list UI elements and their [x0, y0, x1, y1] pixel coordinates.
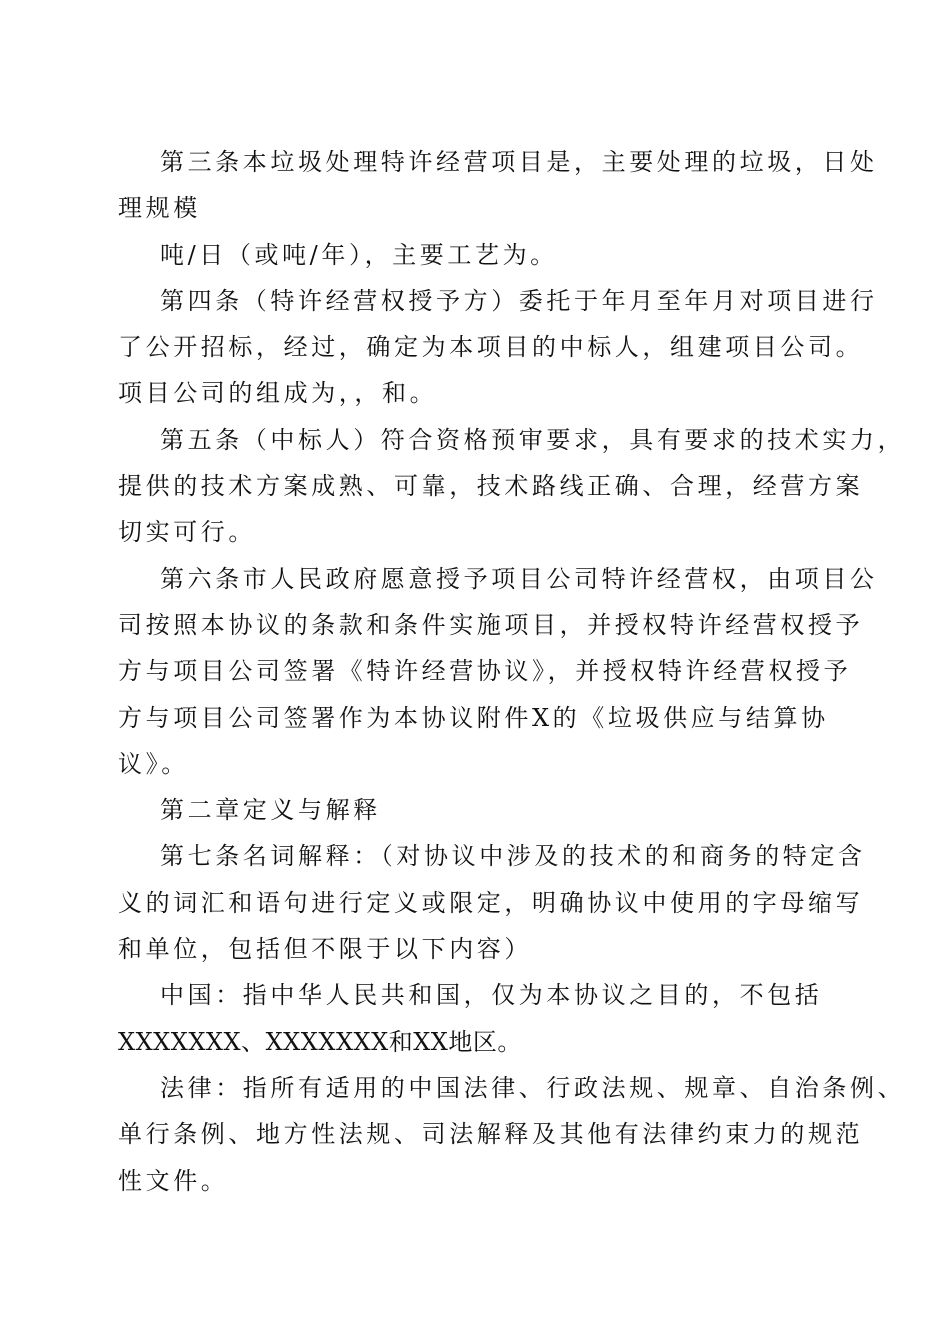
definition-law-line-1: 法律：指所有适用的中国法律、行政法规、规章、自治条例、	[160, 1073, 906, 1102]
article-3-line-1: 第三条本垃圾处理特许经营项目是，主要处理的垃圾，日处	[160, 148, 878, 176]
article-4-line-2: 了公开招标，经过，确定为本项目的中标人，组建项目公司。	[118, 333, 864, 362]
article-3-line-2: 理规模	[118, 194, 201, 223]
article-5-line-1: 第五条（中标人）符合资格预审要求，具有要求的技术实力，	[160, 425, 906, 454]
definition-law-line-3: 性文件。	[118, 1166, 229, 1195]
article-6-line-5: 议》。	[118, 749, 189, 778]
article-3-line-3: 吨/日（或吨/年），主要工艺为。	[160, 240, 558, 269]
article-5-line-3: 切实可行。	[118, 518, 256, 547]
article-4-line-3: 项目公司的组成为，，和。	[118, 379, 438, 408]
article-6-line-4: 方与项目公司签署作为本协议附件X的《垃圾供应与结算协	[118, 703, 829, 732]
article-7-line-3: 和单位，包括但不限于以下内容）	[118, 935, 532, 964]
article-6-line-3: 方与项目公司签署《特许经营协议》，并授权特许经营权授予	[118, 657, 852, 686]
definition-china-line-2: XXXXXXX、XXXXXXX和XX地区。	[118, 1027, 522, 1056]
chapter-2-heading: 第二章定义与解释	[160, 796, 381, 825]
article-7-line-1: 第七条名词解释：（对协议中涉及的技术的和商务的特定含	[160, 842, 866, 871]
article-6-line-1: 第六条市人民政府愿意授予项目公司特许经营权，由项目公	[160, 564, 878, 593]
article-4-line-1: 第四条（特许经营权授予方）委托于年月至年月对项目进行	[160, 286, 878, 315]
article-6-line-2: 司按照本协议的条款和条件实施项目，并授权特许经营权授予	[118, 610, 864, 639]
definition-law-line-2: 单行条例、地方性法规、司法解释及其他有法律约束力的规范	[118, 1120, 864, 1149]
document-body	[118, 139, 906, 1204]
article-5-line-2: 提供的技术方案成熟、可靠，技术路线正确、合理，经营方案	[118, 472, 864, 501]
definition-china-line-1: 中国：指中华人民共和国，仅为本协议之目的，不包括	[160, 981, 823, 1010]
article-7-line-2: 义的词汇和语句进行定义或限定，明确协议中使用的字母缩写	[118, 888, 864, 917]
